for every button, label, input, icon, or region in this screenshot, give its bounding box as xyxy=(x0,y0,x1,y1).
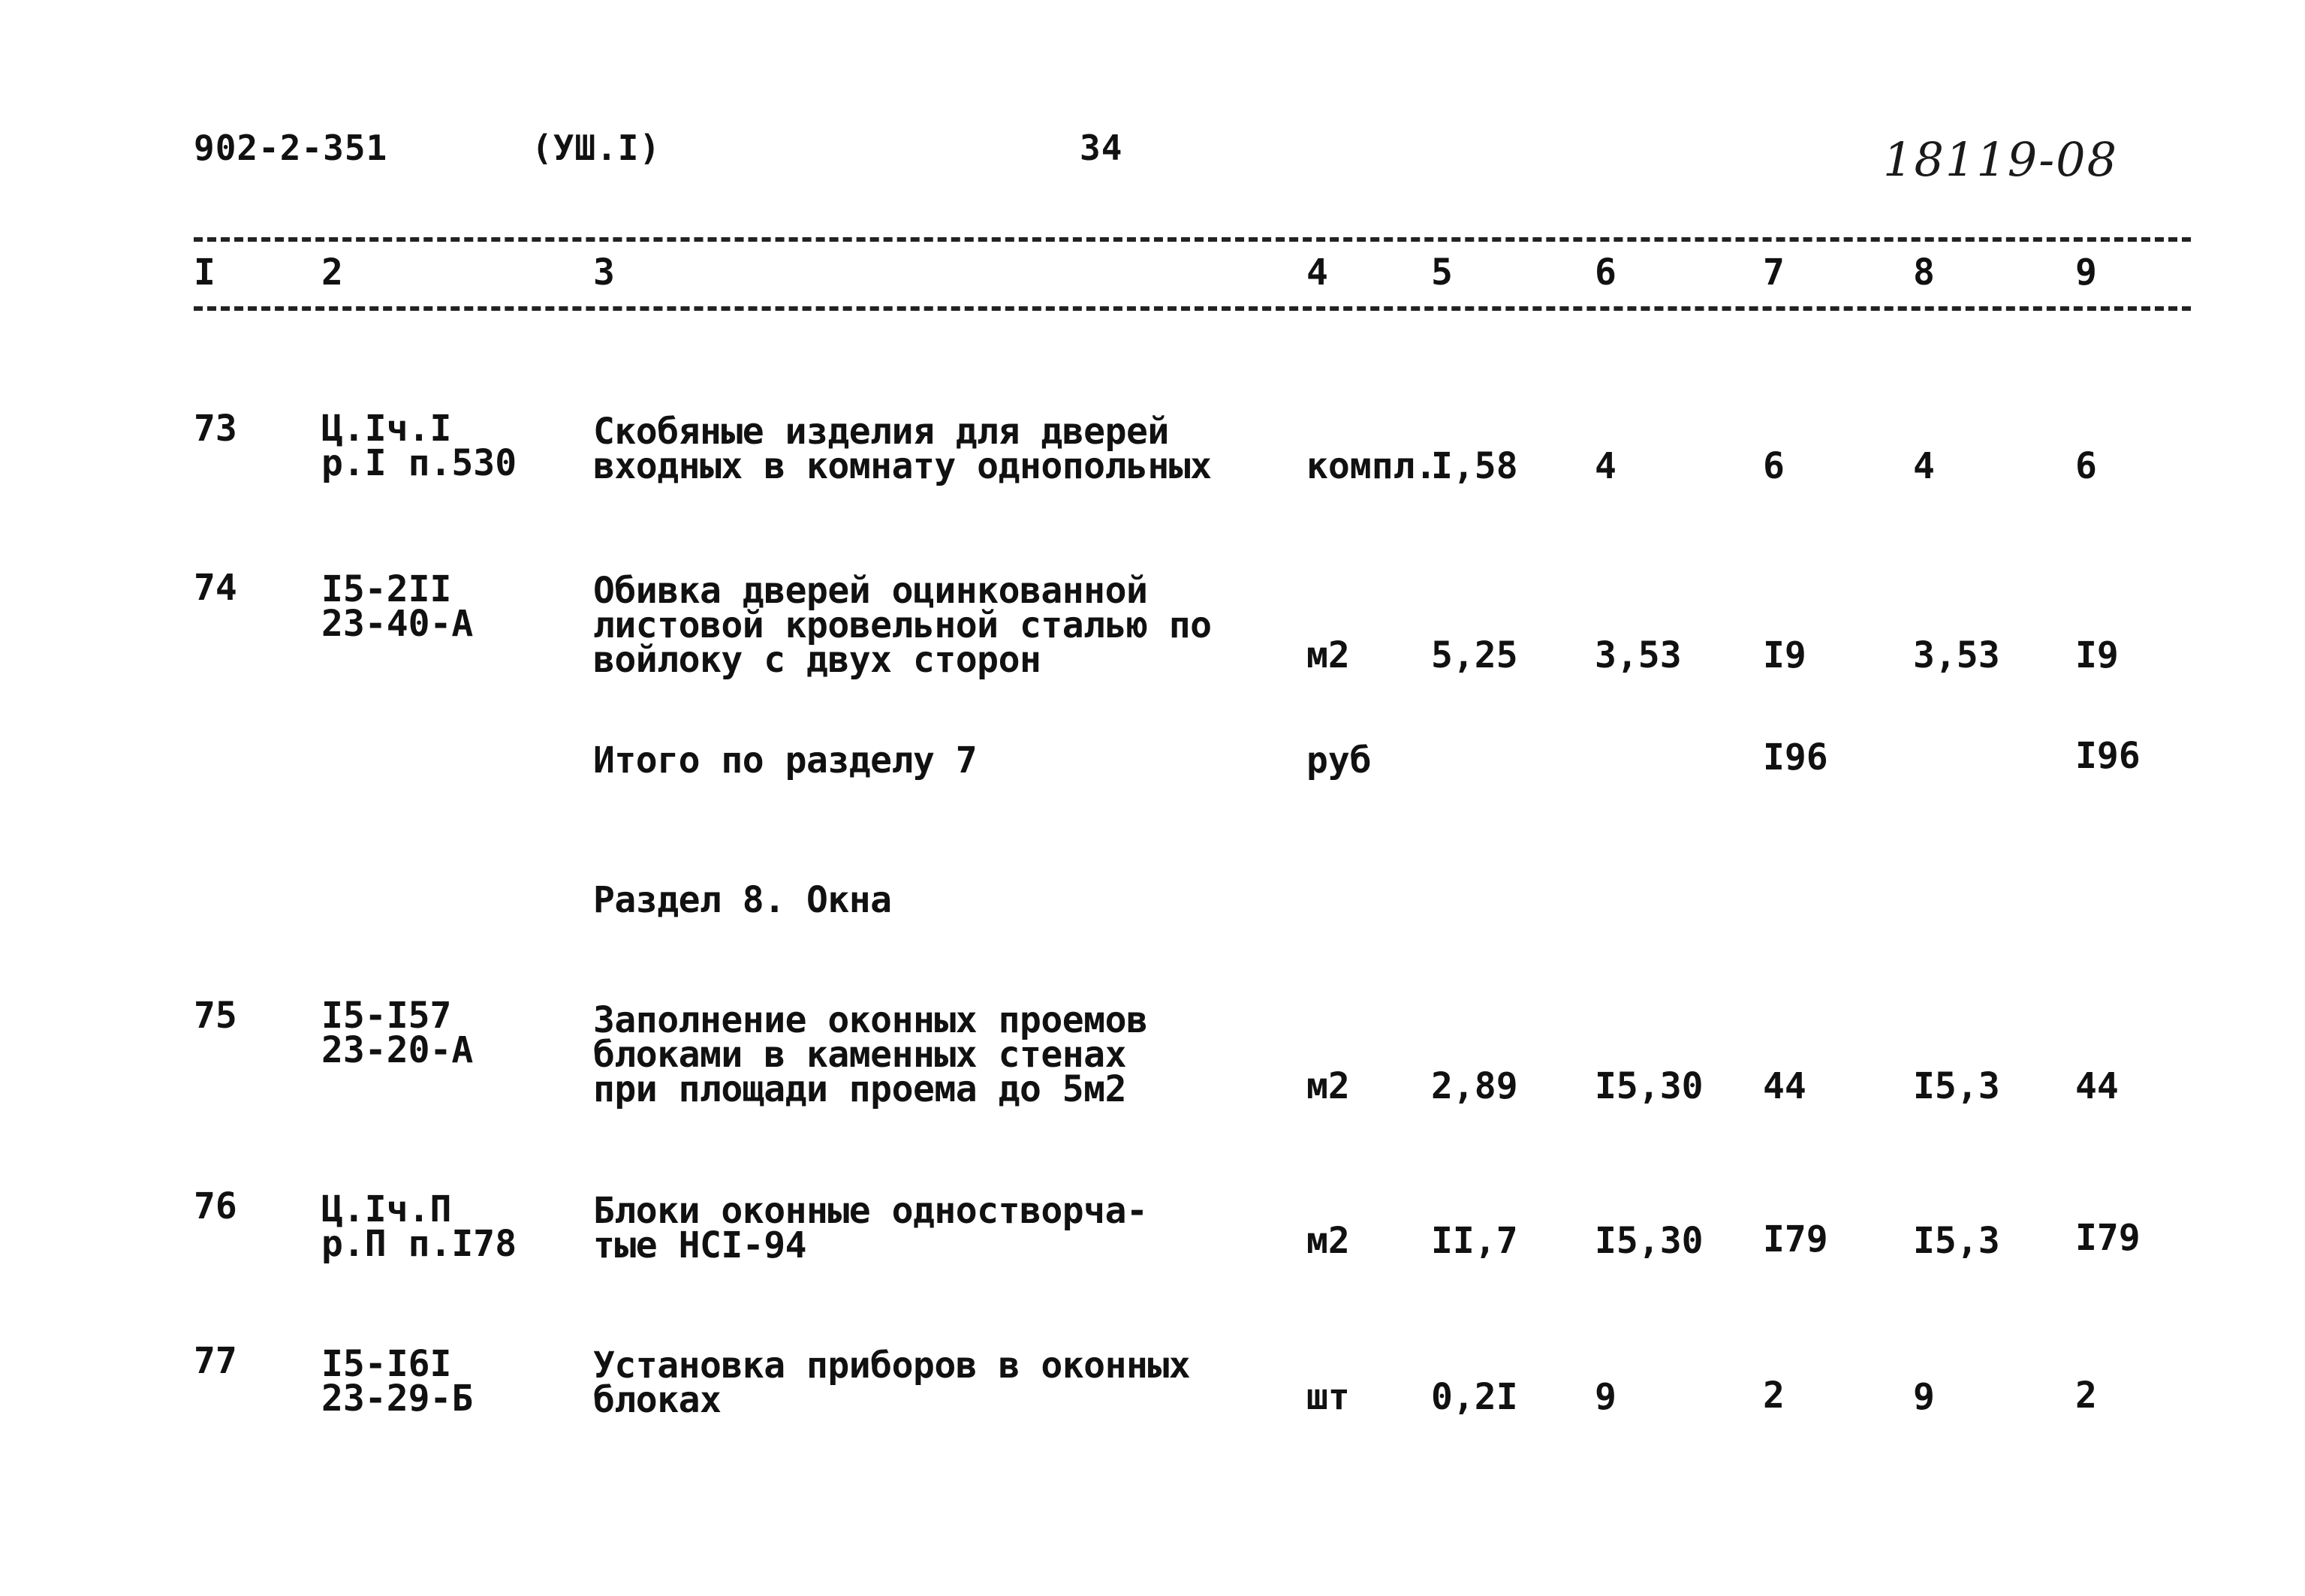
row-col8: I5,3 xyxy=(1913,1220,2000,1262)
section-heading: Раздел 8. Окна xyxy=(593,879,892,921)
row-col9: I79 xyxy=(2075,1217,2141,1259)
row-col9: I9 xyxy=(2075,634,2119,676)
row-col5: 5,25 xyxy=(1431,634,1518,676)
row-col8: I5,3 xyxy=(1913,1065,2000,1107)
row-unit: м2 xyxy=(1306,634,1350,676)
row-col7: 6 xyxy=(1763,445,1785,487)
subtotal-unit: руб xyxy=(1306,739,1372,781)
row-col7: 2 xyxy=(1763,1375,1785,1417)
subtotal-col7: I96 xyxy=(1763,736,1828,778)
row-description-line: Установка приборов в оконных xyxy=(593,1345,1191,1387)
column-number-8: 8 xyxy=(1913,251,1935,294)
row-description-line: блоками в каменных стенах xyxy=(593,1034,1126,1076)
row-col6: 3,53 xyxy=(1595,634,1682,676)
row-description-line: Скобяные изделия для дверей xyxy=(593,411,1169,453)
row-description-line: войлоку с двух сторон xyxy=(593,639,1041,681)
row-col5: 2,89 xyxy=(1431,1065,1518,1107)
row-col7: 44 xyxy=(1763,1065,1806,1107)
section-code: (УШ.I) xyxy=(532,128,661,168)
column-number-3: 3 xyxy=(593,251,615,294)
row-reference-line: I5-2II xyxy=(321,568,452,610)
row-reference-line: р.П п.I78 xyxy=(321,1223,517,1265)
row-col8: 9 xyxy=(1913,1376,1935,1418)
column-number-1: I xyxy=(194,251,215,294)
row-col6: I5,30 xyxy=(1595,1220,1704,1262)
row-col9: 44 xyxy=(2075,1065,2119,1107)
row-description-line: Заполнение оконных проемов xyxy=(593,999,1148,1041)
row-col6: I5,30 xyxy=(1595,1065,1704,1107)
row-col6: 9 xyxy=(1595,1376,1617,1418)
column-number-4: 4 xyxy=(1306,251,1328,294)
row-col9: 2 xyxy=(2075,1375,2097,1417)
subtotal-col9: I96 xyxy=(2075,735,2141,777)
row-unit: м2 xyxy=(1306,1065,1350,1107)
subtotal-label: Итого по разделу 7 xyxy=(593,739,978,781)
row-reference-line: Ц.Iч.П xyxy=(321,1188,452,1230)
column-number-2: 2 xyxy=(321,251,343,294)
row-reference-line: I5-I57 xyxy=(321,995,452,1037)
row-reference-line: 23-40-А xyxy=(321,603,474,645)
row-number: 76 xyxy=(194,1185,237,1227)
row-col5: I,58 xyxy=(1431,445,1518,487)
row-col7: I79 xyxy=(1763,1218,1828,1260)
row-description-line: Обивка дверей оцинкованной xyxy=(593,570,1148,612)
row-number: 77 xyxy=(194,1340,237,1382)
archive-number: 18119-08 xyxy=(1883,132,2119,187)
row-col7: I9 xyxy=(1763,634,1806,676)
row-col6: 4 xyxy=(1595,445,1617,487)
row-description-line: Блоки оконные одностворча- xyxy=(593,1190,1148,1232)
row-col5: 0,2I xyxy=(1431,1376,1518,1418)
column-number-9: 9 xyxy=(2075,251,2097,294)
row-col8: 4 xyxy=(1913,445,1935,487)
row-description-line: при площади проема до 5м2 xyxy=(593,1068,1126,1110)
row-description-line: входных в комнату однопольных xyxy=(593,445,1212,487)
row-number: 74 xyxy=(194,567,237,609)
header-rule-top xyxy=(194,237,2191,242)
page-number: 34 xyxy=(1080,128,1123,168)
row-reference-line: Ц.Iч.I xyxy=(321,408,452,450)
row-description-line: листовой кровельной сталью по xyxy=(593,604,1212,646)
row-unit: шт xyxy=(1306,1376,1350,1418)
row-description-line: блоках xyxy=(593,1379,722,1421)
row-unit: компл. xyxy=(1306,445,1437,487)
row-description-line: тые НСI-94 xyxy=(593,1224,806,1266)
column-number-5: 5 xyxy=(1431,251,1453,294)
row-reference-line: 23-20-А xyxy=(321,1029,474,1071)
header-rule-bottom xyxy=(194,306,2191,311)
row-reference-line: I5-I6I xyxy=(321,1343,452,1385)
row-number: 75 xyxy=(194,995,237,1037)
column-number-6: 6 xyxy=(1595,251,1617,294)
row-unit: м2 xyxy=(1306,1220,1350,1262)
row-col9: 6 xyxy=(2075,445,2097,487)
row-reference-line: р.I п.530 xyxy=(321,442,517,484)
row-number: 73 xyxy=(194,408,237,450)
row-reference-line: 23-29-Б xyxy=(321,1378,474,1420)
row-col8: 3,53 xyxy=(1913,634,2000,676)
column-number-7: 7 xyxy=(1763,251,1785,294)
doc-code: 902-2-351 xyxy=(194,128,388,168)
row-col5: II,7 xyxy=(1431,1220,1518,1262)
